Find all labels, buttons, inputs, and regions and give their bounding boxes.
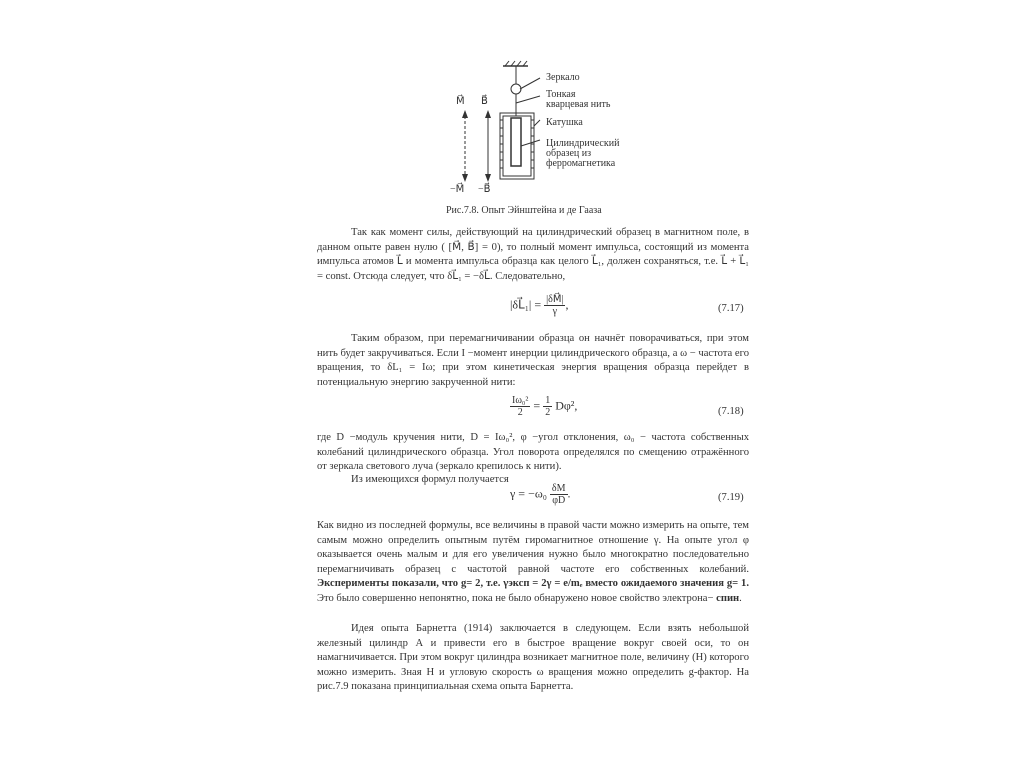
- b-up-label: B⃗: [481, 96, 488, 107]
- eq718-num2: 1: [545, 395, 551, 406]
- paragraph-4-text: Из имеющихся формул получается: [351, 474, 509, 485]
- sample-label-1: Цилиндрический: [546, 138, 620, 149]
- equation-number-7-19: (7.19): [718, 492, 744, 503]
- paragraph-3-text: где D −модуль кручения нити, D = Iω₀², φ −угол отклонения, ω₀ − частота собственных колебаний цилиндрического образца. Угол поворота определялся по смещению отражённого от зеркала светового луча (зеркало крепилось к нити).: [317, 432, 749, 472]
- eq717-tail: ,: [565, 297, 569, 312]
- equation-7-17: [510, 294, 568, 317]
- eq719-left: γ = −ω₀: [510, 486, 547, 501]
- eq718-den2: 2: [545, 407, 551, 418]
- paragraph-5-part-b: Это было совершенно непонятно, пока не было обнаружено новое свойство электрона−: [317, 592, 717, 604]
- equation-number-7-18: (7.18): [718, 406, 744, 417]
- coil-label: Катушка: [546, 117, 583, 128]
- eq719-num: δM: [551, 483, 566, 494]
- paragraph-1: [317, 226, 749, 284]
- equation-7-19: [510, 483, 571, 506]
- eq718-den: 2: [517, 407, 523, 418]
- paragraph-5-part-a: Как видно из последней формулы, все величины в правой части можно измерить на опыте, тем самым можно определить опытным путём гиромагнитное отношение γ. На опыте угол φ оказывается очень малым и для его увеличения нужно было многократно последовательно перемагничивать образец с частотой равной частоте его собственных колебаний.: [317, 520, 749, 575]
- thread-label-2: кварцевая нить: [546, 99, 611, 110]
- paragraph-1-text: Так как момент силы, действующий на цилиндрический образец в магнитном поле, в данном опыте равен нулю ( [M⃗, B⃗] = 0), то полный момент импульса, состоящий из момента импульса атомов L⃗ и момента импульса образца как целого L⃗₁, должен сохраняться, т.е. L⃗ + L⃗₁ = const. Отсюда следует, что δL⃗₁ = −δL⃗. Следовательно,: [317, 227, 749, 282]
- eq717-left: |δL⃗₁| =: [510, 297, 542, 312]
- eq717-fraction: [544, 294, 565, 317]
- equation-7-18: [510, 395, 577, 418]
- eq717-den: γ: [552, 306, 557, 317]
- thread-label-1: Тонкая: [546, 89, 576, 100]
- paragraph-2: [317, 332, 749, 390]
- eq718-fraction-2: [543, 395, 552, 418]
- eq717-num: |δM⃗|: [546, 294, 564, 305]
- eq719-fraction: [550, 483, 568, 506]
- figure-caption: Рис.7.8. Опыт Эйнштейна и де Гааза: [446, 205, 602, 216]
- einstein-de-haas-figure: [440, 58, 660, 218]
- paragraph-2-text: Таким образом, при перемагничивании образца он начнёт поворачиваться, при этом нить будет закручиваться. Если I −момент инерции цилиндрического образца, а ω − частота его вращения, то δL₁ = Iω; при этом кинетическая энергия вращения образца перейдет в потенциальную энергию закрученной нити:: [317, 333, 749, 388]
- paragraph-5-text: [317, 519, 749, 606]
- paragraph-5-bold-2: спин: [716, 592, 740, 604]
- m-up-label: M⃗: [456, 96, 465, 107]
- eq719-den: φD: [552, 495, 566, 506]
- paragraph-5: [317, 519, 749, 606]
- eq719-tail: .: [567, 486, 571, 501]
- b-down-label: −B⃗: [478, 184, 491, 195]
- paragraph-3: [317, 431, 749, 475]
- paragraph-5-part-c: .: [739, 592, 742, 604]
- equation-number-7-17: (7.17): [718, 303, 744, 314]
- sample-label-2: образец из: [546, 148, 592, 159]
- eq718-num: Iω₀²: [512, 395, 529, 406]
- eq718-tail: Dφ²,: [555, 398, 578, 413]
- sample-label-3: ферромагнетика: [546, 158, 616, 169]
- paragraph-6-text: Идея опыта Барнетта (1914) заключается в следующем. Если взять небольшой железный цилиндр А и привести его в быстрое вращение вокруг своей оси, то он намагничивается. При этом вокруг цилиндра возникает магнитное поле, величину (H) которого можно измерить. Зная H и угловую скорость ω вращения можно определить g-фактор. На рис.7.9 показана принципиальная схема опыта Барнетта.: [317, 623, 749, 692]
- eq718-equals: =: [533, 398, 541, 413]
- eq718-fraction-1: [510, 395, 530, 418]
- paragraph-5-bold-1: Эксперименты показали, что g= 2, т.е. γэксп = 2γ = e/mₑ вместо ожидаемого значения g= 1.: [317, 578, 749, 589]
- mirror-label: Зеркало: [546, 72, 580, 83]
- m-down-label: −M⃗: [450, 184, 465, 195]
- paragraph-6: [317, 622, 749, 695]
